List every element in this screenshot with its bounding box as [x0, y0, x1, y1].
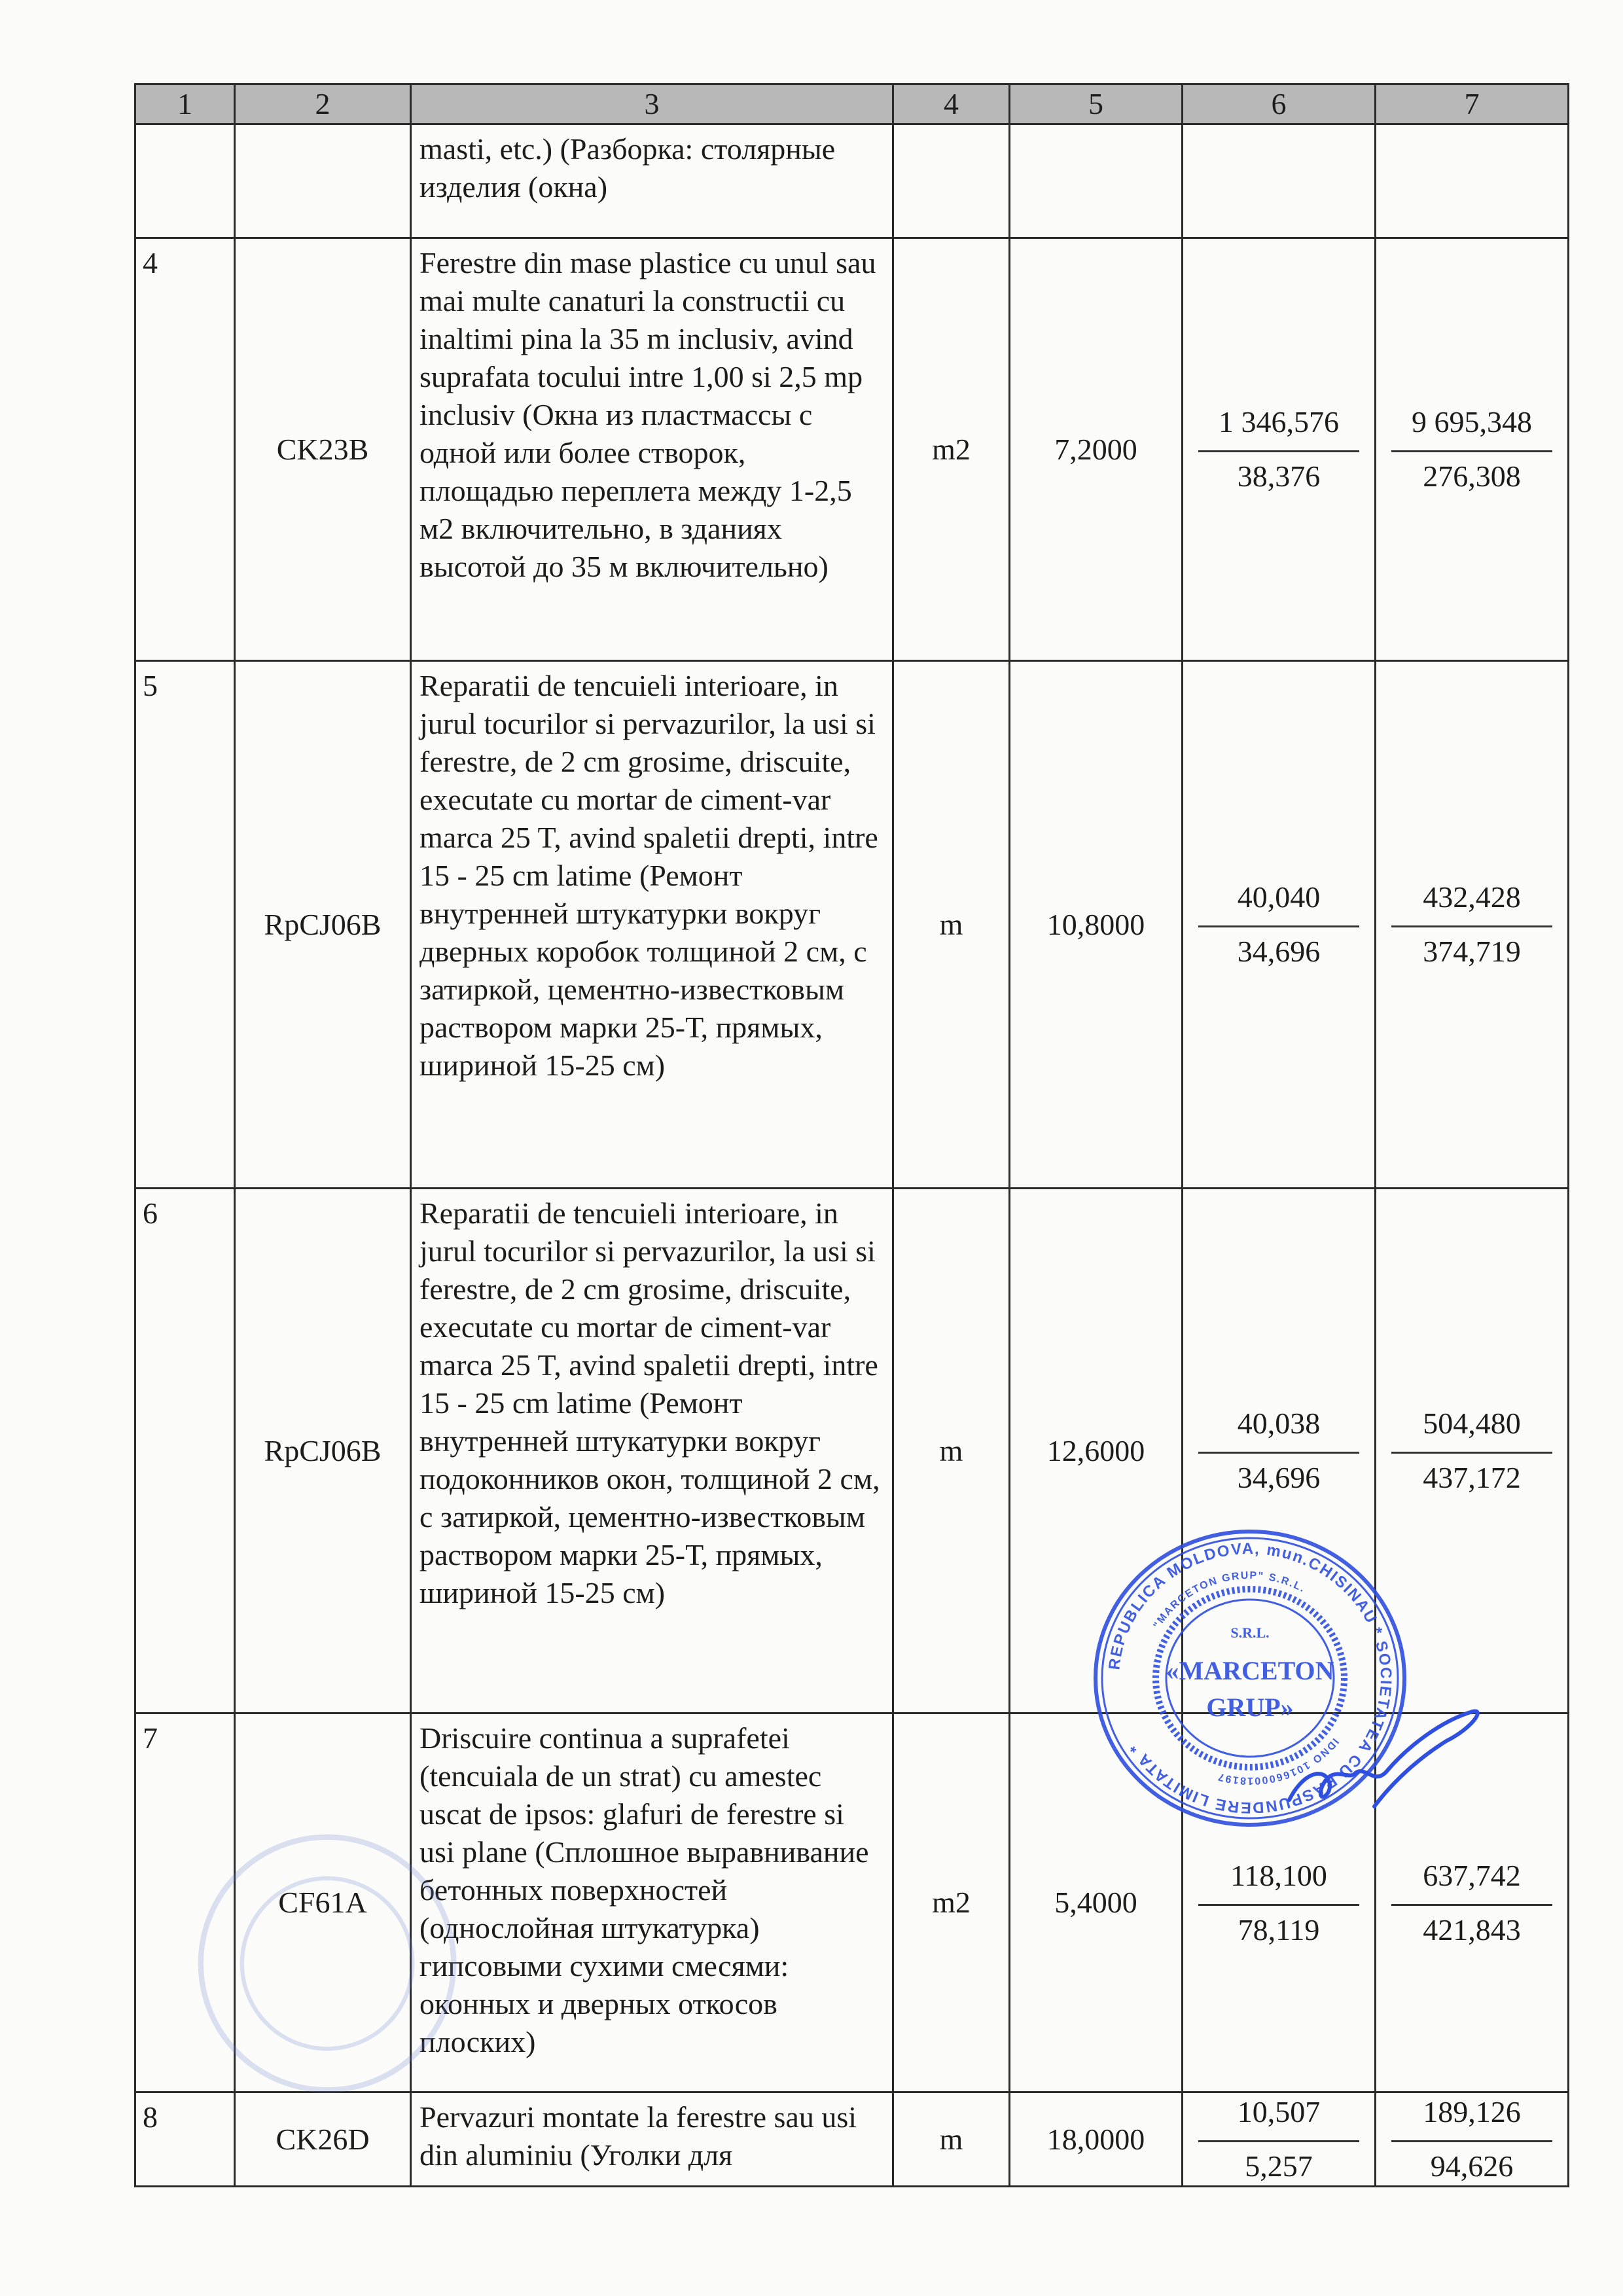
fraction-divider — [1391, 450, 1552, 452]
table-row — [135, 238, 1569, 661]
total — [1376, 1405, 1567, 1497]
total-cell — [1376, 124, 1569, 238]
work-description: masti, etc.) (Разборка: столярные изделия (окна) — [411, 124, 893, 238]
total-bottom: 94,626 — [1430, 2149, 1514, 2183]
unit-price-bottom: 38,376 — [1237, 459, 1321, 493]
quantity: 18,0000 — [1010, 2092, 1183, 2187]
table-row — [135, 661, 1569, 1189]
total-top: 504,480 — [1423, 1407, 1521, 1440]
unit: m2 — [893, 238, 1010, 661]
unit-price-top: 40,040 — [1237, 880, 1321, 914]
unit-price-cell — [1183, 661, 1376, 1189]
signature — [1276, 1702, 1486, 1820]
fraction-divider — [1198, 1452, 1359, 1454]
unit-price-bottom: 34,696 — [1237, 1461, 1321, 1494]
unit-price — [1183, 1857, 1374, 1949]
unit-price-bottom: 34,696 — [1237, 935, 1321, 968]
unit-price — [1183, 2093, 1374, 2185]
total-cell — [1376, 238, 1569, 661]
table-row — [135, 2092, 1569, 2187]
quantity: 12,6000 — [1010, 1189, 1183, 1713]
total — [1376, 2093, 1567, 2185]
column-number-header — [135, 84, 1569, 124]
norm-code: RpCJ06B — [235, 1189, 411, 1713]
svg-text:GRUP»: GRUP» — [1206, 1693, 1294, 1722]
total-cell — [1376, 2092, 1569, 2187]
row-number: 7 — [135, 1713, 235, 2092]
svg-text:"MARCETON GRUP" S.R.L.: "MARCETON GRUP" S.R.L. — [1151, 1570, 1308, 1631]
row-number: 6 — [135, 1189, 235, 1713]
header-col-5: 5 — [1010, 84, 1183, 124]
unit-price-top: 1 346,576 — [1219, 405, 1339, 439]
norm-code: CK23B — [235, 238, 411, 661]
faint-stamp-bleed — [190, 1826, 465, 2101]
total-top: 432,428 — [1423, 880, 1521, 914]
total — [1376, 1857, 1567, 1949]
total-cell — [1376, 661, 1569, 1189]
norm-code — [235, 124, 411, 238]
unit-price — [1183, 1405, 1374, 1497]
header-col-2: 2 — [235, 84, 411, 124]
total-bottom: 421,843 — [1423, 1912, 1521, 1946]
total-top: 9 695,348 — [1412, 405, 1532, 439]
total-top: 637,742 — [1423, 1858, 1521, 1892]
unit-price-cell — [1183, 124, 1376, 238]
work-description: Ferestre din mase plastice cu unul sau mai multe canaturi la constructii cu inaltimi pina la 35 m inclusiv, avind suprafata tocului intre 1,00 si 2,5 mp inclusiv (Окна из пластмассы с одной или более створок, площадью переплета между 1-2,5 м2 включительно, в зданиях высотой до 35 м включительно) — [411, 238, 893, 661]
row-number: 4 — [135, 238, 235, 661]
svg-text:S.R.L.: S.R.L. — [1230, 1624, 1270, 1641]
unit: m — [893, 2092, 1010, 2187]
header-col-1: 1 — [135, 84, 235, 124]
norm-code: CF61A — [235, 1713, 411, 2092]
unit-price-top: 10,507 — [1237, 2095, 1321, 2128]
total-bottom: 276,308 — [1423, 459, 1521, 493]
work-description: Reparatii de tencuieli interioare, in jurul tocurilor si pervazurilor, la usi si ferestre, de 2 cm grosime, driscuite, executate cu mortar de ciment-var marca 25 T, avind spaletii drepti, intre 15 - 25 cm latime (Ремонт внутренней штукатурки вокруг подоконников окон, толщиной 2 см, с затиркой, цементно-известковым раствором марки 25-Т, прямых, шириной 15-25 см) — [411, 1189, 893, 1713]
fraction-divider — [1391, 1452, 1552, 1454]
row-number: 8 — [135, 2092, 235, 2187]
unit — [893, 124, 1010, 238]
header-col-4: 4 — [893, 84, 1010, 124]
total-bottom: 437,172 — [1423, 1461, 1521, 1494]
work-description: Driscuire continua a suprafetei (tencuiala de un strat) cu amestec uscat de ipsos: glafuri de ferestre si usi plane (Сплошное выравнивание бетонных поверхностей (однослойная штукатурка) гипсовыми сухими смесями: оконных и дверных откосов плоских) — [411, 1713, 893, 2092]
unit-price-top: 118,100 — [1230, 1858, 1327, 1892]
row-number: 5 — [135, 661, 235, 1189]
unit-price-top: 40,038 — [1237, 1407, 1321, 1440]
unit-price-cell — [1183, 238, 1376, 661]
quantity: 10,8000 — [1010, 661, 1183, 1189]
fraction-divider — [1391, 2140, 1552, 2142]
fraction-divider — [1391, 1904, 1552, 1906]
unit: m — [893, 661, 1010, 1189]
work-description: Pervazuri montate la ferestre sau usi din aluminiu (Уголки для — [411, 2092, 893, 2187]
total-top: 189,126 — [1423, 2095, 1521, 2128]
norm-code: RpCJ06B — [235, 661, 411, 1189]
table-row — [135, 124, 1569, 238]
unit: m2 — [893, 1713, 1010, 2092]
work-description: Reparatii de tencuieli interioare, in jurul tocurilor si pervazurilor, la usi si ferestre, de 2 cm grosime, driscuite, executate cu mortar de ciment-var marca 25 T, avind spaletii drepti, intre 15 - 25 cm latime (Ремонт внутренней штукатурки вокруг дверных коробок толщиной 2 см, с затиркой, цементно-известковым раствором марки 25-Т, прямых, шириной 15-25 см) — [411, 661, 893, 1189]
quantity: 5,4000 — [1010, 1713, 1183, 2092]
row-number — [135, 124, 235, 238]
total — [1376, 878, 1567, 971]
unit-price-cell — [1183, 2092, 1376, 2187]
unit-price — [1183, 878, 1374, 971]
svg-text:IDNO 1016600018197: IDNO 1016600018197 — [1215, 1736, 1341, 1787]
header-col-3: 3 — [411, 84, 893, 124]
quantity: 7,2000 — [1010, 238, 1183, 661]
fraction-divider — [1198, 925, 1359, 927]
total — [1376, 403, 1567, 495]
total-bottom: 374,719 — [1423, 935, 1521, 968]
fraction-divider — [1198, 2140, 1359, 2142]
fraction-divider — [1198, 1904, 1359, 1906]
header-col-6: 6 — [1183, 84, 1376, 124]
svg-text:REPUBLICA MOLDOVA, mun.CHISINA: REPUBLICA MOLDOVA, mun.CHISINAU * SOCIETATEA CU RASPUNDERE LIMITATA * — [1105, 1539, 1395, 1817]
quantity — [1010, 124, 1183, 238]
unit: m — [893, 1189, 1010, 1713]
svg-text:«MARCETON: «MARCETON — [1166, 1656, 1334, 1685]
unit-price-bottom: 5,257 — [1245, 2149, 1313, 2183]
norm-code: CK26D — [235, 2092, 411, 2187]
fraction-divider — [1198, 450, 1359, 452]
fraction-divider — [1391, 925, 1552, 927]
header-col-7: 7 — [1376, 84, 1569, 124]
unit-price — [1183, 403, 1374, 495]
unit-price-bottom: 78,119 — [1238, 1912, 1320, 1946]
